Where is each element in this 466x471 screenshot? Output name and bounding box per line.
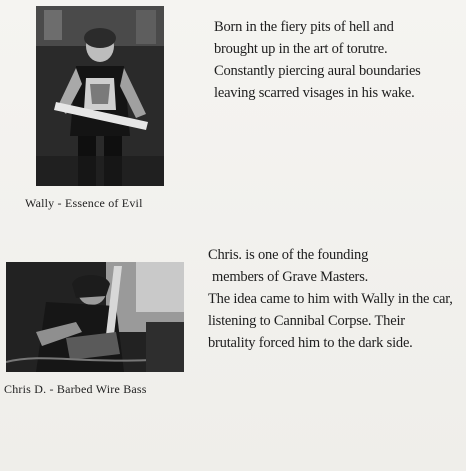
chris-photo [6,262,184,372]
bio-line: listening to Cannibal Corpse. Their [208,313,405,329]
wally-caption: Wally - Essence of Evil [25,196,143,210]
bio-line: brutality forced him to the dark side. [208,335,413,351]
wally-photo [36,6,164,186]
bio-line: brought up in the art of torutre. [214,41,388,57]
bio-line: leaving scarred visages in his wake. [214,85,415,101]
bio-line: Born in the fiery pits of hell and [214,19,394,35]
wally-bio [214,16,421,104]
bio-line: Chris. is one of the founding [208,247,369,263]
chris-caption: Chris D. - Barbed Wire Bass [4,382,147,396]
bio-line: members of Grave Masters. [212,269,369,285]
bio-line: The idea came to him with Wally in the car, [208,291,453,307]
bio-line: Constantly piercing aural boundaries [214,63,421,79]
chris-bio [208,244,453,354]
